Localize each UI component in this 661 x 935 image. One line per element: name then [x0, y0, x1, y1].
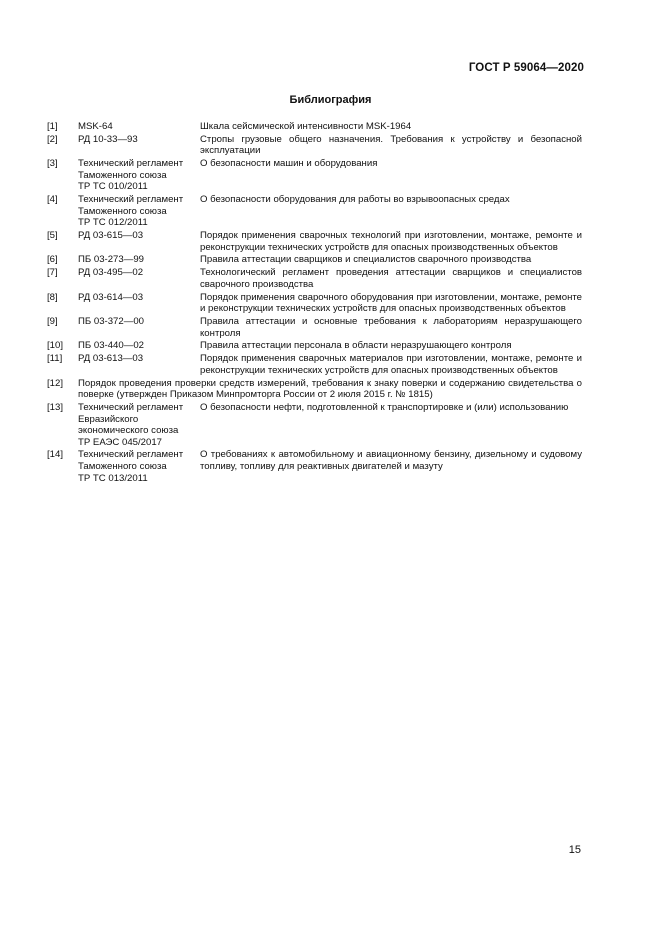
entry-designation-line: Таможенного союза [78, 169, 167, 181]
bibliography-entry [47, 158, 582, 193]
entry-title: О безопасности нефти, подготовленной к транспортировке и (или) использованию [200, 401, 569, 413]
entry-number: [8] [47, 291, 58, 303]
entry-title: Шкала сейсмической интенсивности MSK-1964 [200, 121, 412, 132]
bibliography-entry [47, 449, 582, 484]
bibliography-entry [47, 353, 582, 376]
entry-designation [78, 402, 200, 448]
entry-designation-line: ТР ТС 013/2011 [78, 472, 148, 484]
entry-designation [78, 230, 200, 253]
entry-number: [6] [47, 254, 58, 266]
bibliography-entry [47, 340, 582, 352]
entry-title: Правила аттестации персонала в области неразрушающего контроля [200, 340, 512, 352]
entry-designation [78, 158, 200, 193]
bibliography-entry [47, 316, 582, 339]
entry-full-text: Порядок проведения проверки средств измерений, требования к знаку поверки и содержанию свидетельства о поверке (утвержден Приказом Минпромторга России от 2 июля 2015 г. № 1815) [78, 377, 582, 401]
entry-number: [1] [47, 121, 58, 132]
entry-designation-line: РД 03-614—03 [78, 291, 144, 303]
entry-title: Порядок применения сварочных технологий при изготовлении, монтаже, ремонте и реконструкции технических устройств для опасных производственных объектов [200, 230, 582, 253]
entry-designation [78, 194, 200, 229]
entry-designation-line: РД 03-613—03 [78, 353, 144, 365]
bibliography-entry [47, 134, 582, 157]
entry-designation-line: РД 10-33—93 [78, 133, 138, 145]
bibliography-entry [47, 292, 582, 315]
bibliography-entry [47, 378, 582, 401]
entry-designation-line: ТР ТС 010/2011 [78, 181, 148, 193]
entry-number: [7] [47, 267, 58, 279]
entry-number: [12] [47, 377, 64, 389]
entry-designation [78, 267, 200, 290]
entry-designation-line: экономического союза [78, 425, 179, 437]
entry-designation-line: РД 03-495—02 [78, 267, 144, 279]
entry-number: [10] [47, 340, 64, 352]
entry-designation [78, 254, 200, 266]
entry-designation-line: ТР ТС 012/2011 [78, 217, 148, 229]
bibliography-entry [47, 254, 582, 266]
entry-designation [78, 353, 200, 376]
entry-title: О требованиях к автомобильному и авиационному бензину, дизельному и судовому топливу, топливу для реактивных двигателей и мазуту [200, 449, 582, 473]
entry-designation-line: Евразийского [78, 413, 139, 425]
bibliography-list [47, 121, 582, 485]
entry-number: [9] [47, 316, 58, 327]
entry-designation-line: ТР ЕАЭС 045/2017 [78, 436, 163, 448]
entry-designation [78, 134, 200, 157]
entry-designation [78, 449, 200, 484]
entry-number: [3] [47, 158, 58, 170]
document-code: ГОСТ Р 59064—2020 [468, 62, 584, 74]
entry-designation-line: Технический регламент [78, 194, 184, 206]
entry-title: Правила аттестации и основные требования к лабораториям неразрушающего контроля [200, 316, 582, 339]
entry-designation [78, 316, 200, 339]
entry-number: [13] [47, 401, 64, 413]
entry-designation [78, 121, 200, 133]
page-number: 15 [568, 844, 581, 856]
entry-designation-line: Технический регламент [78, 401, 184, 413]
entry-number: [2] [47, 133, 58, 145]
bibliography-entry [47, 230, 582, 253]
entry-designation-line: Таможенного союза [78, 205, 167, 217]
bibliography-entry [47, 121, 582, 133]
entry-designation [78, 292, 200, 315]
entry-designation-line: Технический регламент [78, 449, 184, 461]
entry-number: [11] [47, 353, 63, 365]
entry-title: Порядок применения сварочных материалов при изготовлении, монтаже, ремонте и реконструкции технических устройств для опасных производственных объектов [200, 353, 582, 376]
entry-title: Технологический регламент проведения аттестации сварщиков и специалистов сварочного производства [200, 267, 582, 290]
entry-designation-line: MSK-64 [78, 121, 113, 132]
entry-designation-line: Таможенного союза [78, 461, 167, 473]
entry-designation-line: Технический регламент [78, 158, 184, 170]
entry-title: О безопасности машин и оборудования [200, 158, 378, 170]
bibliography-entry [47, 194, 582, 229]
entry-title: О безопасности оборудования для работы во взрывоопасных средах [200, 194, 510, 206]
entry-title: Порядок применения сварочного оборудования при изготовлении, монтаже, ремонте и реконструкции технических устройств для опасных производственных объектов [200, 291, 582, 315]
entry-number: [5] [47, 230, 58, 242]
entry-number: [4] [47, 194, 58, 206]
entry-designation-line: ПБ 03-440—02 [78, 340, 144, 352]
entry-designation-line: ПБ 03-273—99 [78, 254, 144, 266]
bibliography-entry [47, 402, 582, 448]
bibliography-entry [47, 267, 582, 290]
entry-designation-line: РД 03-615—03 [78, 230, 144, 242]
entry-number: [14] [47, 449, 64, 461]
entry-title: Правила аттестации сварщиков и специалистов сварочного производства [200, 254, 532, 266]
page-title: Библиография [289, 94, 372, 106]
entry-designation [78, 340, 200, 352]
entry-designation-line: ПБ 03-372—00 [78, 316, 144, 327]
entry-title: Стропы грузовые общего назначения. Требования к устройству и безопасной эксплуатации [200, 133, 582, 157]
